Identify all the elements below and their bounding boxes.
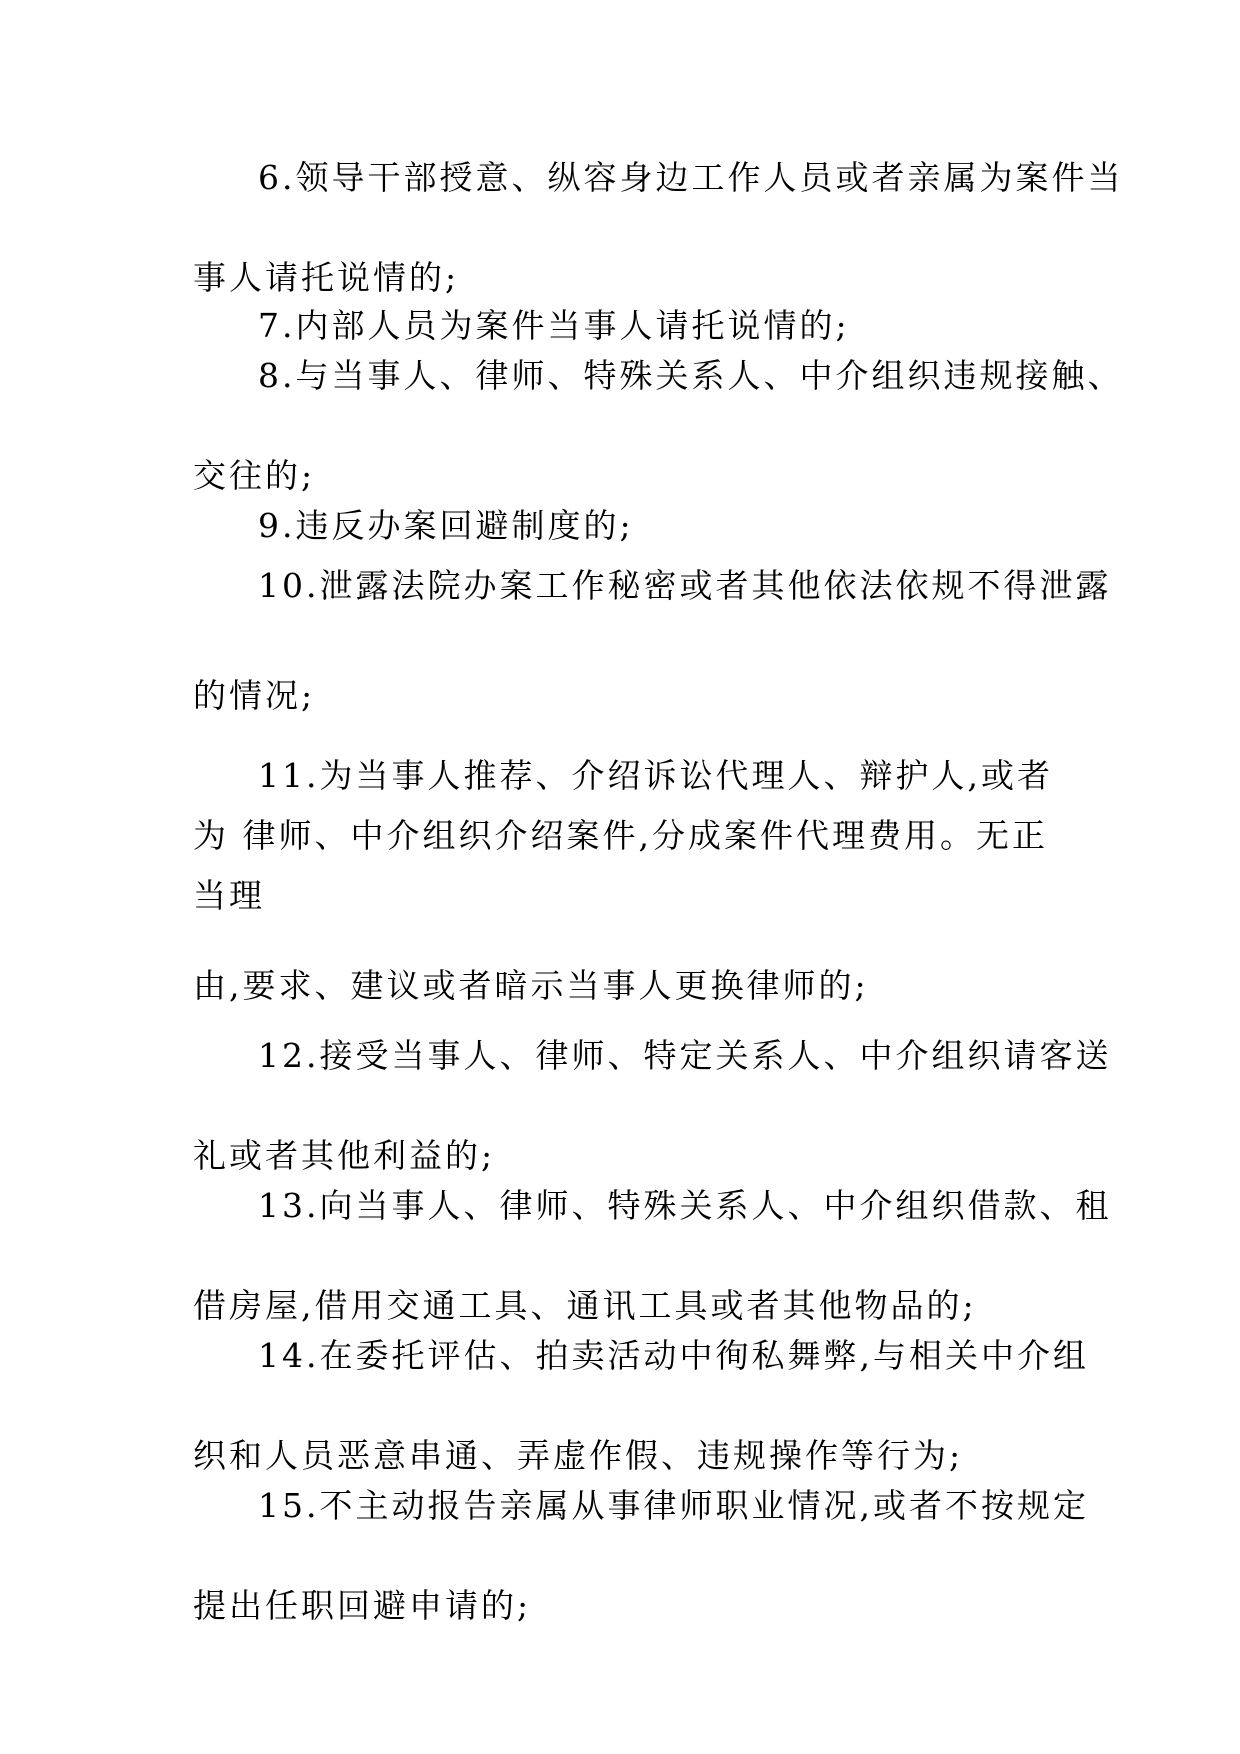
item-11-line-4: 由,要求、建议或者暗示当事人更换律师的; xyxy=(193,966,869,1005)
item-6-line-1: 6.领导干部授意、纵容身边工作人员或者亲属为案件当 xyxy=(258,158,1124,197)
item-11-line-1: 11.为当事人推荐、介绍诉讼代理人、辩护人,或者 xyxy=(258,756,1053,795)
item-8-line-2: 交往的; xyxy=(193,456,316,495)
item-10-line-2: 的情况; xyxy=(193,676,316,715)
item-8-line-1: 8.与当事人、律师、特殊关系人、中介组织违规接触、 xyxy=(258,356,1124,395)
item-13-line-2: 借房屋,借用交通工具、通讯工具或者其他物品的; xyxy=(193,1286,977,1325)
item-9-line-1: 9.违反办案回避制度的; xyxy=(258,506,634,545)
item-14-line-2: 织和人员恶意串通、弄虚作假、违规操作等行为; xyxy=(193,1436,964,1475)
item-11-line-3: 当理 xyxy=(193,876,265,915)
item-6-line-2: 事人请托说情的; xyxy=(193,258,460,297)
item-13-line-1: 13.向当事人、律师、特殊关系人、中介组织借款、租 xyxy=(258,1186,1112,1225)
item-14-line-1: 14.在委托评估、拍卖活动中徇私舞弊,与相关中介组 xyxy=(258,1336,1089,1375)
item-10-line-1: 10.泄露法院办案工作秘密或者其他依法依规不得泄露 xyxy=(258,566,1112,605)
item-15-line-2: 提出任职回避申请的; xyxy=(193,1586,532,1625)
item-12-line-1: 12.接受当事人、律师、特定关系人、中介组织请客送 xyxy=(258,1036,1112,1075)
item-12-line-2: 礼或者其他利益的; xyxy=(193,1136,496,1175)
item-11-line-2: 为 律师、中介组织介绍案件,分成案件代理费用。无正 xyxy=(193,816,1048,855)
item-15-line-1: 15.不主动报告亲属从事律师职业情况,或者不按规定 xyxy=(258,1486,1089,1525)
item-7-line-1: 7.内部人员为案件当事人请托说情的; xyxy=(258,306,850,345)
